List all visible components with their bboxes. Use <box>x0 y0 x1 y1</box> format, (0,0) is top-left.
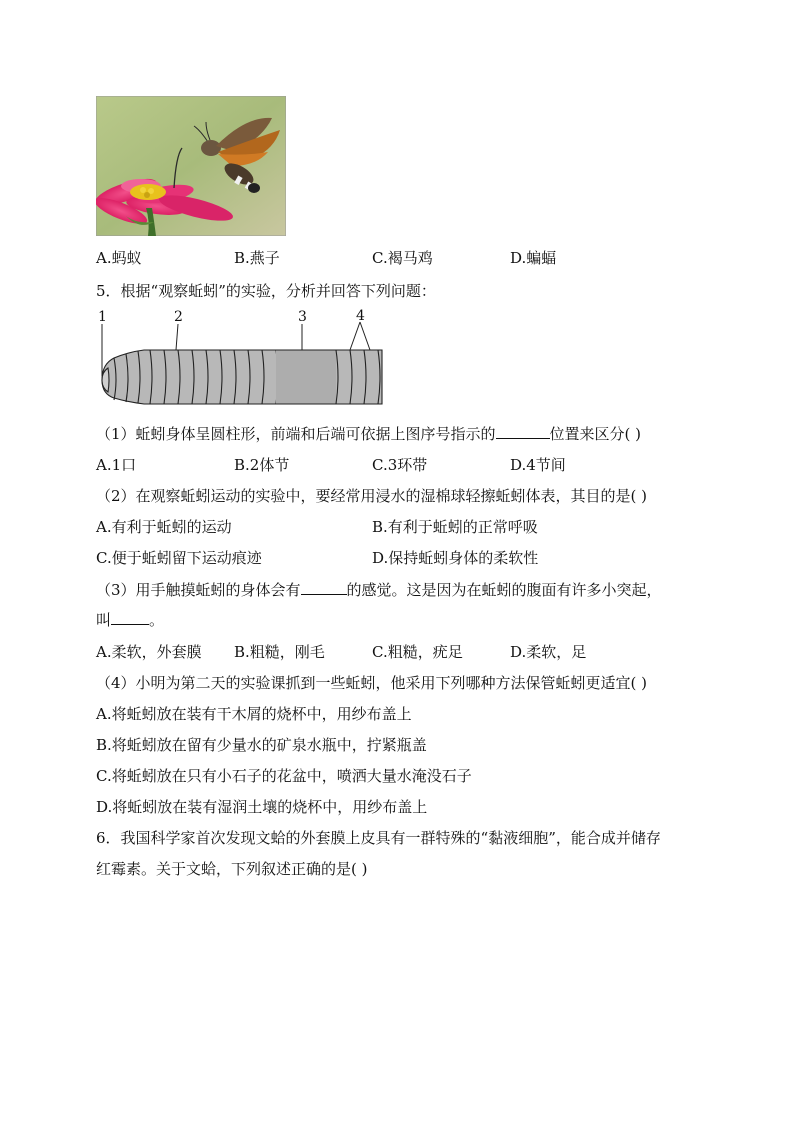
q5-sub3-text-before: （3）用手触摸蚯蚓的身体会有 <box>96 581 301 599</box>
q5-sub4-option-d[interactable]: D.将蚯蚓放在装有湿润土壤的烧杯中，用纱布盖上 <box>96 798 428 816</box>
q5-sub1-blank[interactable] <box>496 424 550 439</box>
q5-sub3-stem-line1 <box>96 580 662 600</box>
q5-sub3-text-after: 的感觉。这是因为在蚯蚓的腹面有许多小突起， <box>346 581 662 599</box>
q6-stem-line2: 红霉素。关于文蛤，下列叙述正确的是( ) <box>96 860 368 878</box>
q6-stem-line1: 6．我国科学家首次发现文蛤的外套膜上皮具有一群特殊的“黏液细胞”，能合成并储存 <box>96 829 661 847</box>
q4-option-c[interactable]: C.褐马鸡 <box>372 249 433 267</box>
q5-sub4-option-a[interactable]: A.将蚯蚓放在装有干木屑的烧杯中，用纱布盖上 <box>96 705 412 723</box>
q5-sub3-stem-line2 <box>96 610 164 630</box>
q5-sub2-option-c[interactable]: C.便于蚯蚓留下运动痕迹 <box>96 549 262 567</box>
hawk-moth-photo <box>96 96 286 236</box>
q5-stem: 5．根据“观察蚯蚓”的实验，分析并回答下列问题： <box>96 282 436 300</box>
q5-sub3-line2-before: 叫 <box>96 611 112 629</box>
q5-sub1-option-a[interactable]: A.1口 <box>96 456 137 474</box>
q5-sub3-option-c[interactable]: C.粗糙，疣足 <box>372 643 463 661</box>
q5-sub4-stem: （4）小明为第二天的实验课抓到一些蚯蚓，他采用下列哪种方法保管蚯蚓更适宜( ) <box>96 674 648 692</box>
q5-sub3-line2-after: 。 <box>149 611 165 629</box>
diagram-label-3: 3 <box>298 309 307 325</box>
q5-sub2-option-a[interactable]: A.有利于蚯蚓的运动 <box>96 518 232 536</box>
q5-sub1-option-c[interactable]: C.3环带 <box>372 456 428 474</box>
q4-option-a[interactable]: A.蚂蚁 <box>96 249 142 267</box>
q5-sub2-option-d[interactable]: D.保持蚯蚓身体的柔软性 <box>372 549 539 567</box>
q5-sub3-option-b[interactable]: B.粗糙，刚毛 <box>234 643 325 661</box>
diagram-label-1: 1 <box>98 309 107 325</box>
diagram-label-2: 2 <box>174 309 183 325</box>
q5-sub2-stem: （2）在观察蚯蚓运动的实验中，要经常用浸水的湿棉球轻擦蚯蚓体表，其目的是( ) <box>96 487 648 505</box>
q5-sub3-option-d[interactable]: D.柔软，足 <box>510 643 587 661</box>
q4-option-d[interactable]: D.蝙蝠 <box>510 249 557 267</box>
q5-sub3-blank-2[interactable] <box>111 610 149 625</box>
q5-sub1-option-b[interactable]: B.2体节 <box>234 456 290 474</box>
q5-sub4-option-c[interactable]: C.将蚯蚓放在只有小石子的花盆中，喷洒大量水淹没石子 <box>96 767 472 785</box>
q5-sub4-option-b[interactable]: B.将蚯蚓放在留有少量水的矿泉水瓶中，拧紧瓶盖 <box>96 736 427 754</box>
q5-sub1-text-after: 位置来区分( ) <box>549 425 642 443</box>
q5-sub1-option-d[interactable]: D.4节间 <box>510 456 566 474</box>
diagram-label-4: 4 <box>356 308 365 324</box>
q4-option-b[interactable]: B.燕子 <box>234 249 280 267</box>
q5-sub1-text-before: （1）蚯蚓身体呈圆柱形，前端和后端可依据上图序号指示的 <box>96 425 496 443</box>
q5-sub3-blank-1[interactable] <box>301 580 347 595</box>
earthworm-diagram <box>92 306 384 410</box>
q5-sub1-stem <box>96 424 641 444</box>
q5-sub3-option-a[interactable]: A.柔软，外套膜 <box>96 643 202 661</box>
q5-sub2-option-b[interactable]: B.有利于蚯蚓的正常呼吸 <box>372 518 538 536</box>
